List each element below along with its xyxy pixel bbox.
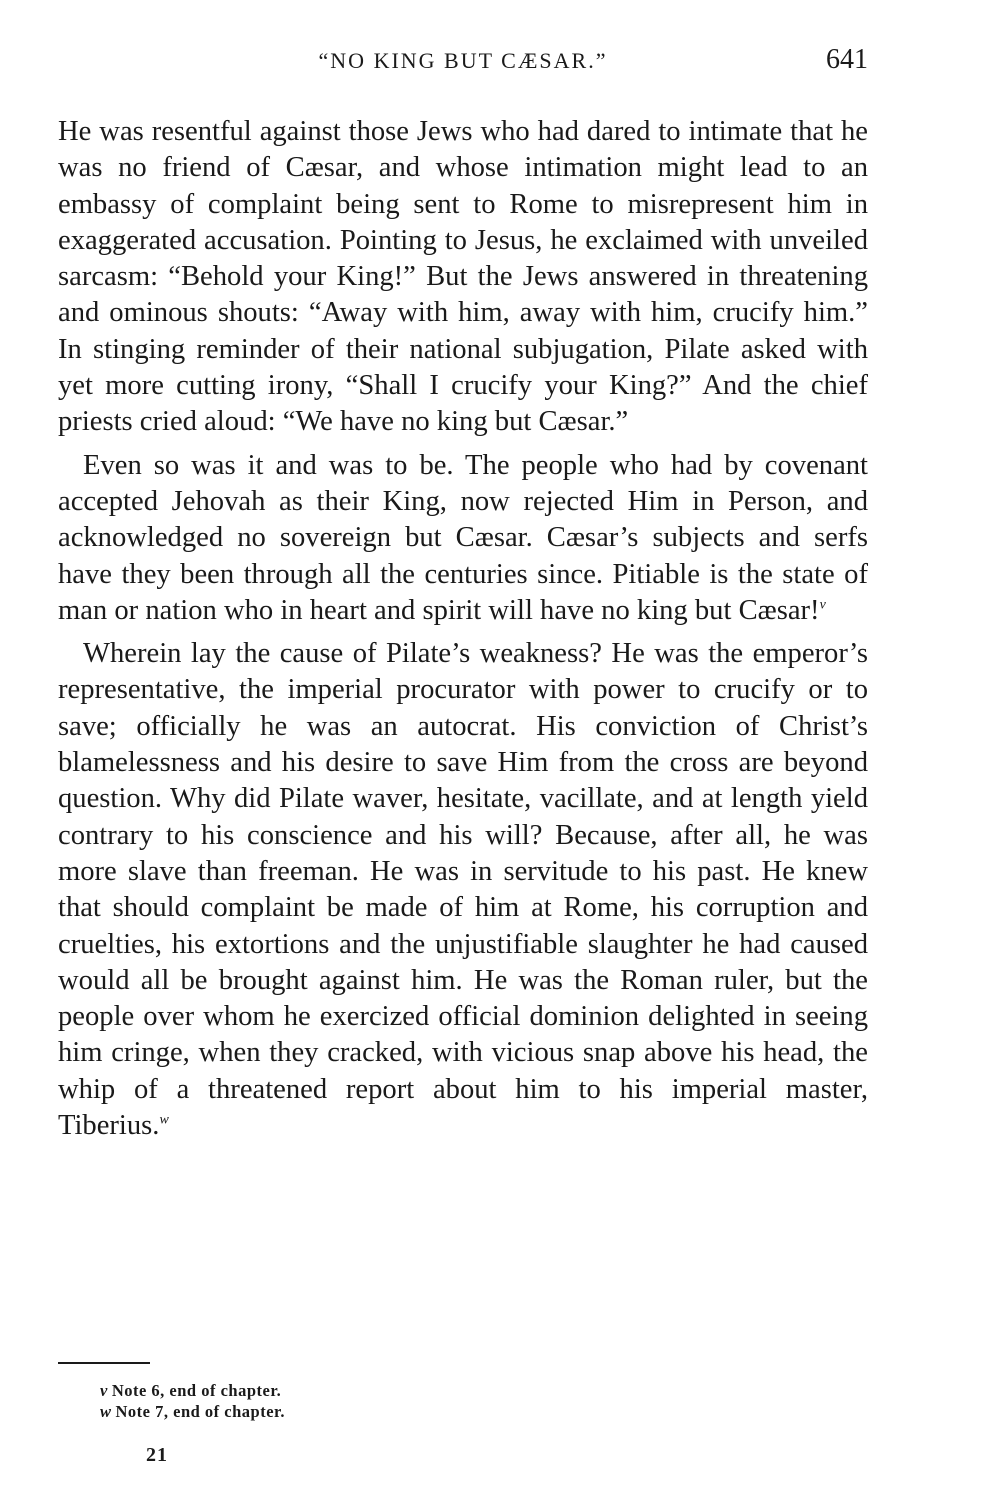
footnotes [100,1380,285,1422]
paragraph [58,114,868,441]
paragraph-text: Even so was it and was to be. The people who had by covenant accepted Jehovah as their King, now rejected Him in Person, and acknowledged no sovereign but Cæsar. Cæsar’s subjects and serfs have they been through all the centuries since. Pitiable is the state of man or nation who in heart and spirit will have no king but Cæsar! [58,449,868,626]
paragraph [58,448,868,629]
footnote-ref-v: v [819,597,826,613]
body-text [58,114,868,1151]
footnote-ref-w: w [159,1112,169,1128]
footnote [100,1380,285,1401]
paragraph-text: Wherein lay the cause of Pilate’s weakness? He was the emperor’s representative, the imperial procurator with power to crucify or to save; officially he was an autocrat. His conviction of Christ’s blamelessness and his desire to save Him from the cross are beyond question. Why did Pilate waver, hesitate, vacillate, and at length yield contrary to his conscience and his will? Because, after all, he was more slave than freeman. He was in servitude to his past. He knew that should complaint be made of him at Rome, his corruption and cruelties, his extortions and the unjustifiable slaughter he had caused would all be brought against him. He was the Roman ruler, but the people over whom he exercized official dominion delighted in seeing him cringe, when they cracked, with vicious snap above his head, the whip of a threatened report about him to his imperial master, Tiberius. [58,638,868,1142]
footnote-mark: w [100,1402,112,1421]
footnote-text: Note 7, end of chapter. [115,1402,285,1421]
footnote-text: Note 6, end of chapter. [111,1381,282,1400]
paragraph-text: He was resentful against those Jews who had dared to intimate that he was no friend of Cæsar, and whose intimation might lead to an embassy of complaint being sent to Rome to misrepresent him in exaggerated accusation. Pointing to Jesus, he exclaimed with unveiled sarcasm: “Behold your King!” But the Jews answered in threatening and ominous shouts: “Away with him, away with him, crucify him.” In stinging reminder of their national subjugation, Pilate asked with yet more cutting irony, “Shall I crucify your King?” And the chief priests cried aloud: “We have no king but Cæsar.” [58,116,868,438]
paragraph [58,636,868,1144]
footnote-rule [58,1362,150,1364]
footnote [100,1401,285,1422]
running-title: “NO KING BUT CÆSAR.” [318,48,608,73]
footnote-mark: v [100,1381,108,1400]
page-number: 641 [826,44,868,75]
signature-mark: 21 [146,1444,168,1466]
running-header [58,44,868,88]
